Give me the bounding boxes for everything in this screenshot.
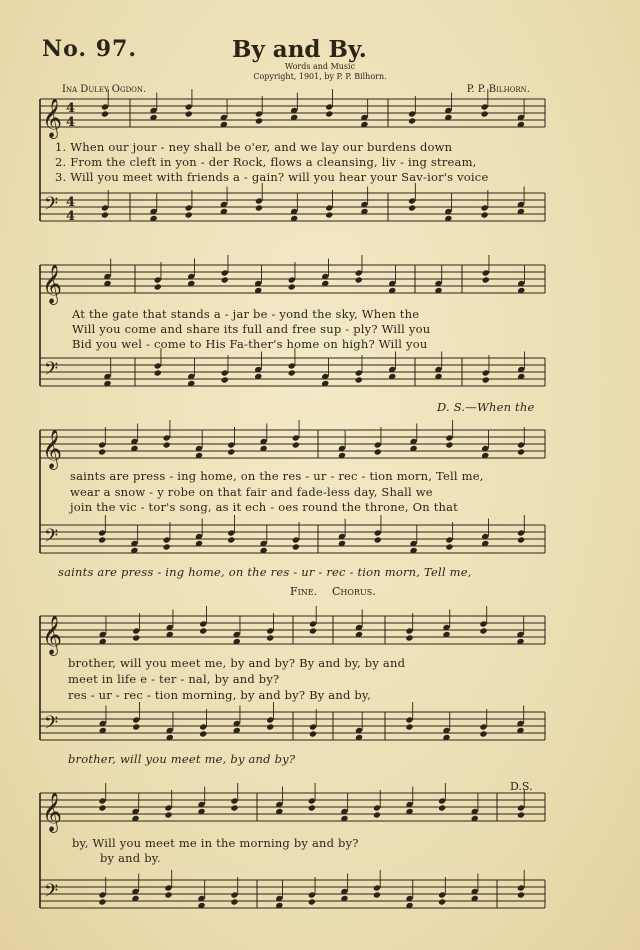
verse-1-line-5: by, Will you meet me in the morning by and by? [72,836,359,850]
treble-clef-icon: 𝄞 [42,264,63,304]
note-head [98,898,106,905]
note-head [98,448,106,455]
treble-clef-icon: 𝄞 [42,98,63,138]
hymn-number: No. 97. [42,36,137,62]
verse-2-line-5: by and by. [100,851,161,865]
note-head [308,898,316,905]
note-head [199,627,207,634]
note-head [479,627,487,634]
note-head [517,448,525,455]
note-head [199,730,207,737]
author-name: Ina Duley Ogdon. [62,84,147,95]
note-head [221,276,229,283]
note-head [405,723,413,730]
note-head [132,634,140,641]
note-head [445,543,453,550]
note-head [164,891,172,898]
verse-3-line-1: 3. Will you meet with friends a - gain? will you hear your Sav-ior's voice [55,170,489,184]
note-head [481,211,489,218]
note-head [373,891,381,898]
note-head [479,730,487,737]
note-head [154,283,162,290]
note-head [185,211,193,218]
note-head [255,117,263,124]
verse-1-line-3: saints are press - ing home, on the res - ur - rec - tion morn, Tell me, [70,469,484,483]
verse-2-line-1: 2. From the cleft in yon - der Rock, flows a cleansing, liv - ing stream, [55,155,477,169]
note-head [438,898,446,905]
note-head [373,811,381,818]
note-head [227,536,235,543]
note-head [227,448,235,455]
note-head [288,369,296,376]
note-head [101,211,109,218]
note-head [98,804,106,811]
verse-1-line-4: brother, will you meet me, by and by? By and by, by and [68,656,406,670]
verse-3-line-2: Bid you wel - come to His Fa-ther's home on high? Will you [72,337,428,351]
verse-1-line-2: At the gate that stands a - jar be - yond the sky, When the [72,307,420,321]
treble-clef-icon: 𝄞 [42,792,63,832]
note-head [308,804,316,811]
bass-clef-icon: 𝄢 [44,526,59,551]
copyright-line: Copyright, 1901, by P. P. Bilhorn. [253,72,387,81]
credit-words-music: Words and Music [284,62,356,71]
note-head [255,204,263,211]
note-head [374,536,382,543]
ds-mark: D.S. [510,780,533,793]
fine-mark: Fine. [290,585,318,598]
note-head [266,723,274,730]
note-head [309,730,317,737]
note-head [288,283,296,290]
note-head [438,804,446,811]
note-head [292,441,300,448]
note-head [355,376,363,383]
note-head [185,110,193,117]
bass-clef-icon: 𝄢 [44,194,59,219]
verse-2-line-3: wear a snow - y robe on that fair and fade-less day, Shall we [70,485,433,499]
bass-clef-icon: 𝄢 [44,713,59,738]
treble-clef-icon: 𝄞 [42,429,63,469]
note-head [221,376,229,383]
note-head [325,110,333,117]
note-head [408,117,416,124]
note-head [325,211,333,218]
note-head [355,276,363,283]
time-signature-bottom: 4 [66,115,76,130]
note-head [517,811,525,818]
chorus-mark: Chorus. [332,585,376,598]
verse-3-line-3: join the vic - tor's song, as it ech - oes round the throne, On that [70,500,459,514]
verse-2-line-2: Will you come and share its full and free sup - ply? Will you [72,322,431,336]
note-head [374,448,382,455]
note-head [517,891,525,898]
time-signature-top: 4 [66,195,76,210]
note-head [163,441,171,448]
verse-2-line-4: meet in life e - ter - nal, by and by? [68,672,280,686]
ds-text-1: D. S.—When the [437,400,535,414]
note-head [405,634,413,641]
bass-lyric-line-3: saints are press - ing home, on the res - ur - rec - tion morn, Tell me, [58,565,472,579]
note-head [309,627,317,634]
note-head [98,536,106,543]
verse-1-line-1: 1. When our jour - ney shall be o'er, and we lay our burdens down [55,140,453,154]
bass-clef-icon: 𝄢 [44,359,59,384]
note-head [445,441,453,448]
note-head [266,634,274,641]
note-head [132,723,140,730]
composer-name: P. P. Bilhorn. [466,84,530,95]
note-head [154,369,162,376]
note-head [164,811,172,818]
time-signature-top: 4 [66,101,76,116]
treble-clef-icon: 𝄞 [42,615,63,655]
note-head [292,543,300,550]
note-head [230,898,238,905]
note-head [230,804,238,811]
note-head [408,204,416,211]
note-head [482,376,490,383]
bass-lyric-line-4: brother, will you meet me, by and by? [68,752,296,766]
time-signature-bottom: 4 [66,209,76,224]
hymn-title: By and By. [232,36,367,63]
note-head [101,110,109,117]
note-head [163,543,171,550]
note-head [517,536,525,543]
bass-clef-icon: 𝄢 [44,881,59,906]
note-head [482,276,490,283]
note-head [481,110,489,117]
verse-3-line-4: res - ur - rec - tion morning, by and by? By and by, [68,688,371,702]
